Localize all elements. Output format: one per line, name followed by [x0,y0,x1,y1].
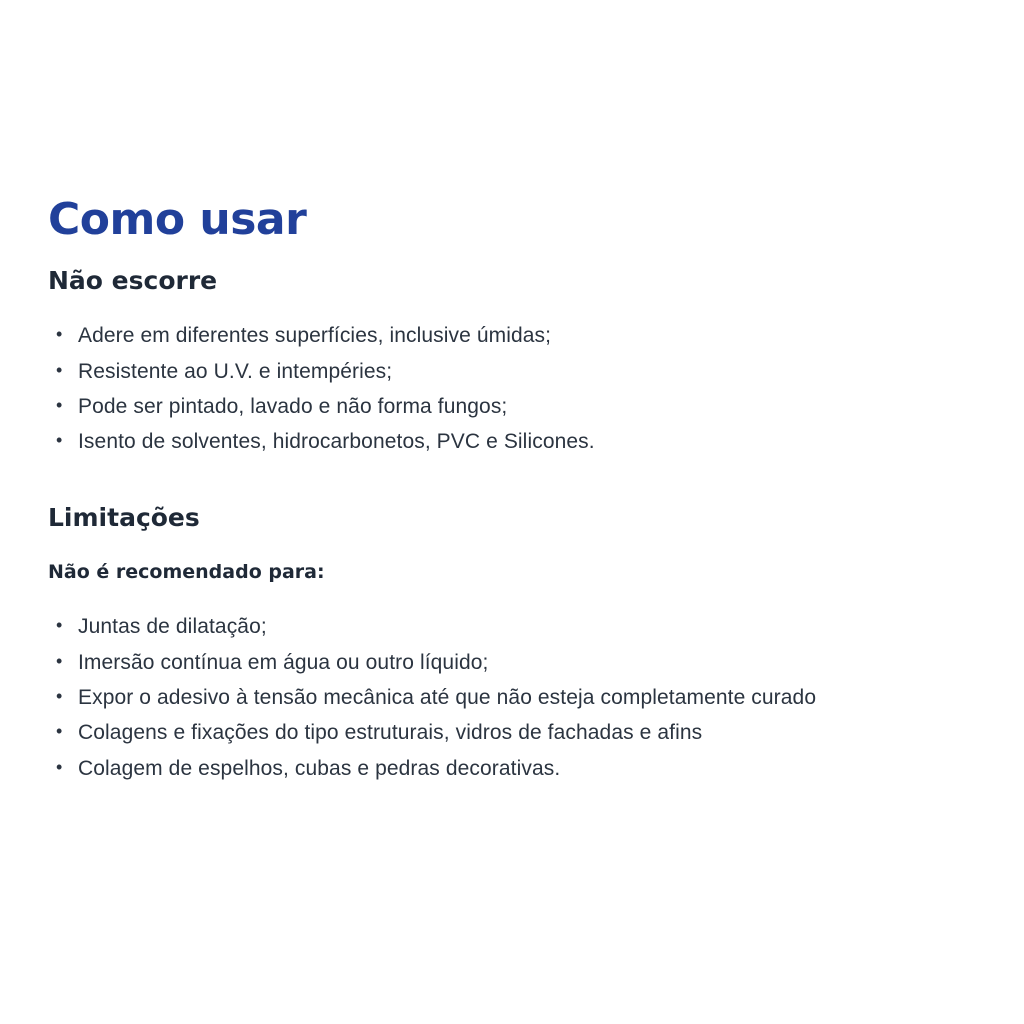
subsection-heading-nao-escorre: Não escorre [48,266,218,296]
list-item: • Colagens e fixações do tipo estruturais, vidros de fachadas e afins [48,715,988,750]
document-content [48,196,988,786]
list-item: • Juntas de dilatação; [48,609,988,644]
list-item: • Expor o adesivo à tensão mecânica até que não esteja completamente curado [48,680,988,715]
limitations-lead: Não é recomendado para: [48,561,325,584]
features-list [48,318,988,459]
limitations-list [48,609,988,785]
list-item: • Pode ser pintado, lavado e não forma fungos; [48,389,988,424]
list-item: • Resistente ao U.V. e intempéries; [48,354,988,389]
list-item: • Imersão contínua em água ou outro líquido; [48,645,988,680]
page-title: Como usar [48,194,307,245]
section-heading-limitacoes: Limitações [48,503,200,533]
list-item: • Adere em diferentes superfícies, inclusive úmidas; [48,318,988,353]
list-item: • Colagem de espelhos, cubas e pedras decorativas. [48,751,988,786]
list-item: • Isento de solventes, hidrocarbonetos, PVC e Silicones. [48,424,988,459]
